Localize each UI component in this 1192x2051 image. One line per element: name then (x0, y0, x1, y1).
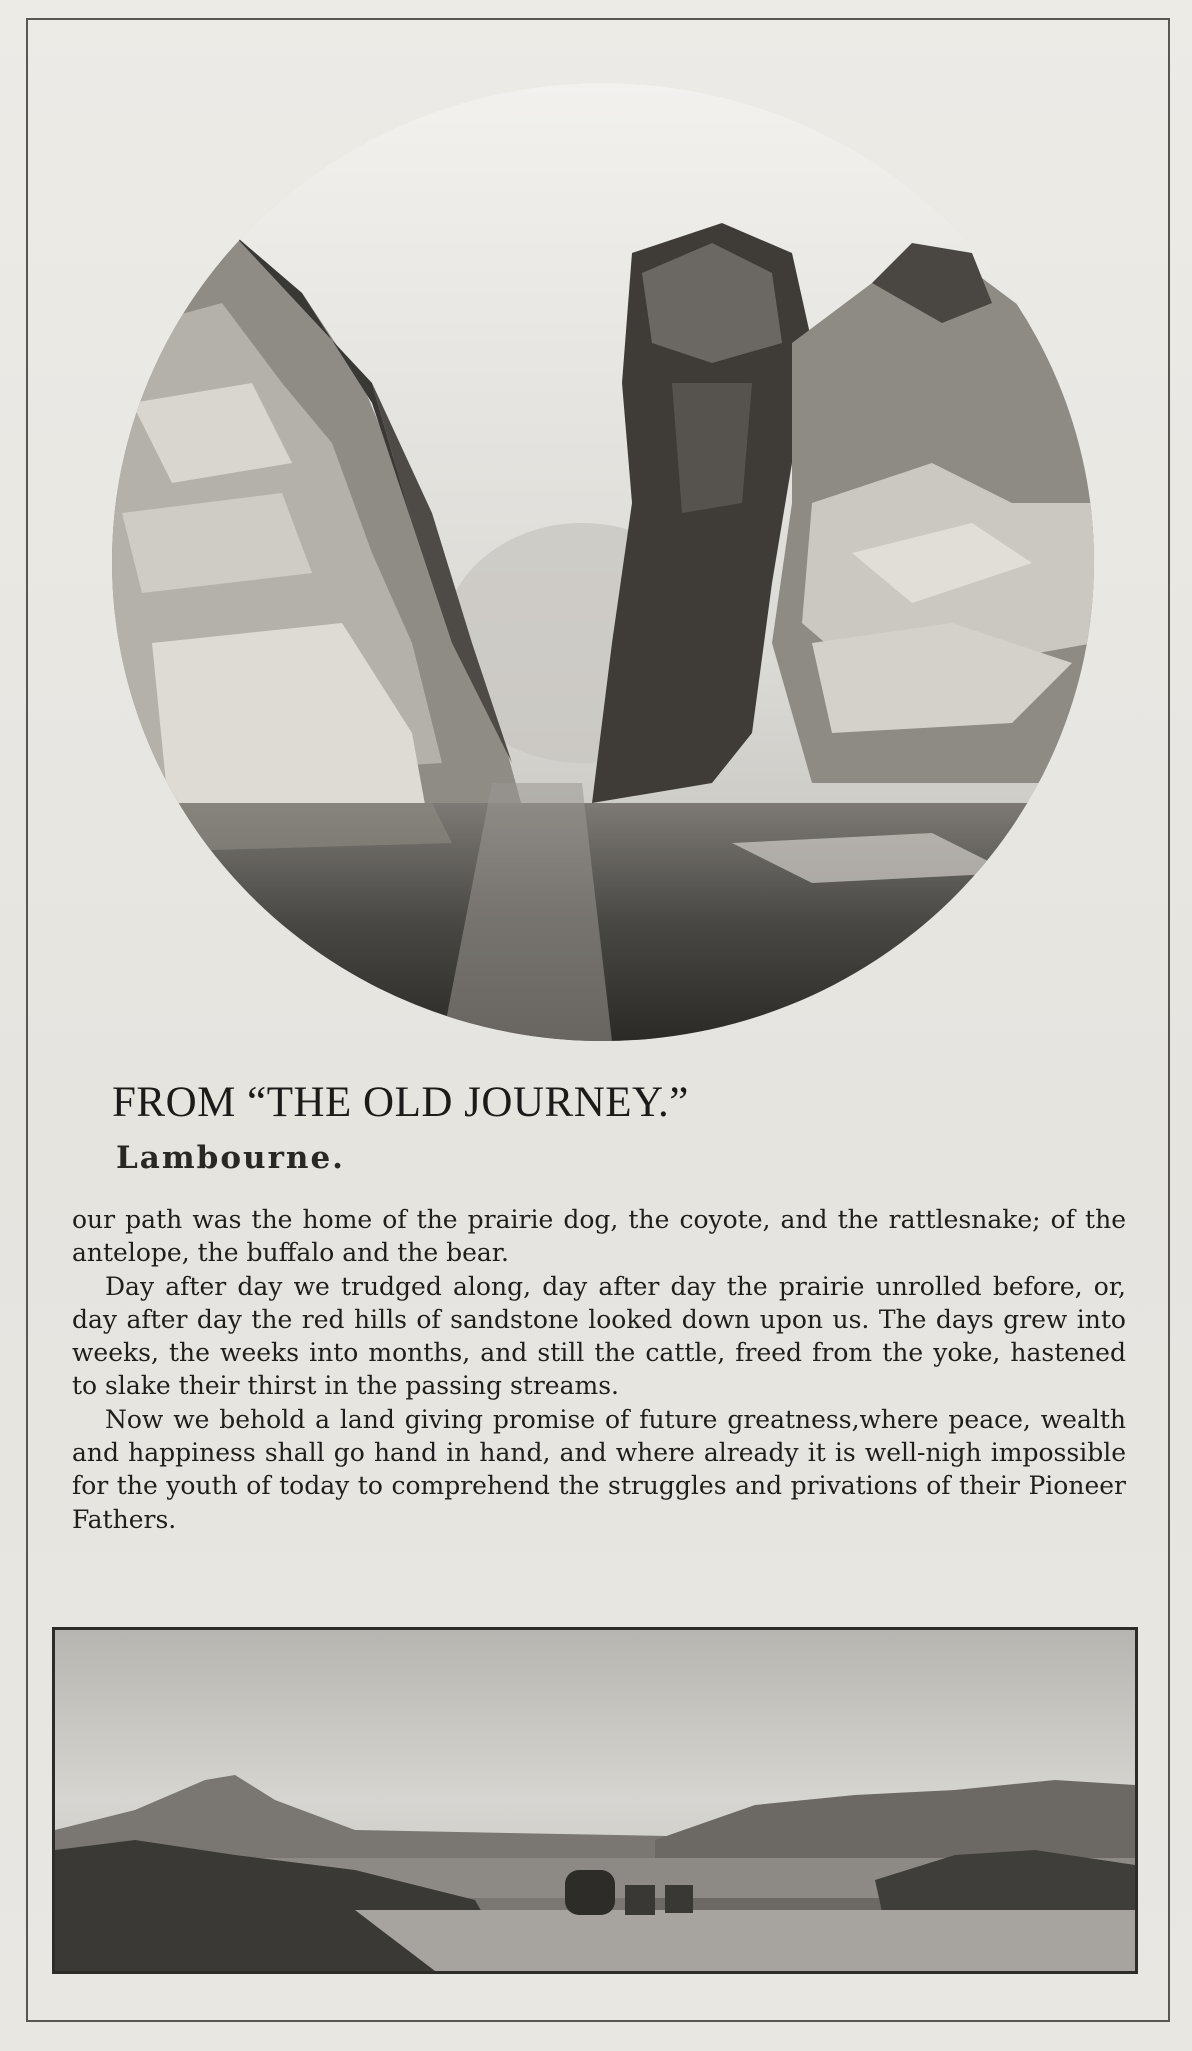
paragraph-2: Day after day we trudged along, day after day the prairie unrolled before, or, day after day the red hills of sandstone looked down upon us. The days grew into weeks, the weeks into months, and still the cattle, freed from the yoke, hastened to slake their thirst in the passing streams. (72, 1271, 1126, 1401)
paragraph-1: our path was the home of the prairie dog, the coyote, and the rattlesnake; of the antelope, the buffalo and the bear. (72, 1205, 1126, 1268)
article-title: FROM “THE OLD JOURNEY.” (112, 1079, 689, 1126)
prairie-river-illustration (52, 1627, 1138, 1974)
paragraph-3: Now we behold a land giving promise of future greatness,where peace, wealth and happiness shall go hand in hand, and where already it is well-nigh impossible for the youth of today to comprehend the struggles and privations of their Pioneer Fathers. (72, 1404, 1126, 1534)
canyon-illustration (112, 83, 1094, 1041)
article-author: Lambourne. (116, 1140, 345, 1176)
prairie-drawing (55, 1630, 1135, 1971)
article-body (72, 1203, 1126, 1536)
canyon-drawing (112, 83, 1094, 1041)
